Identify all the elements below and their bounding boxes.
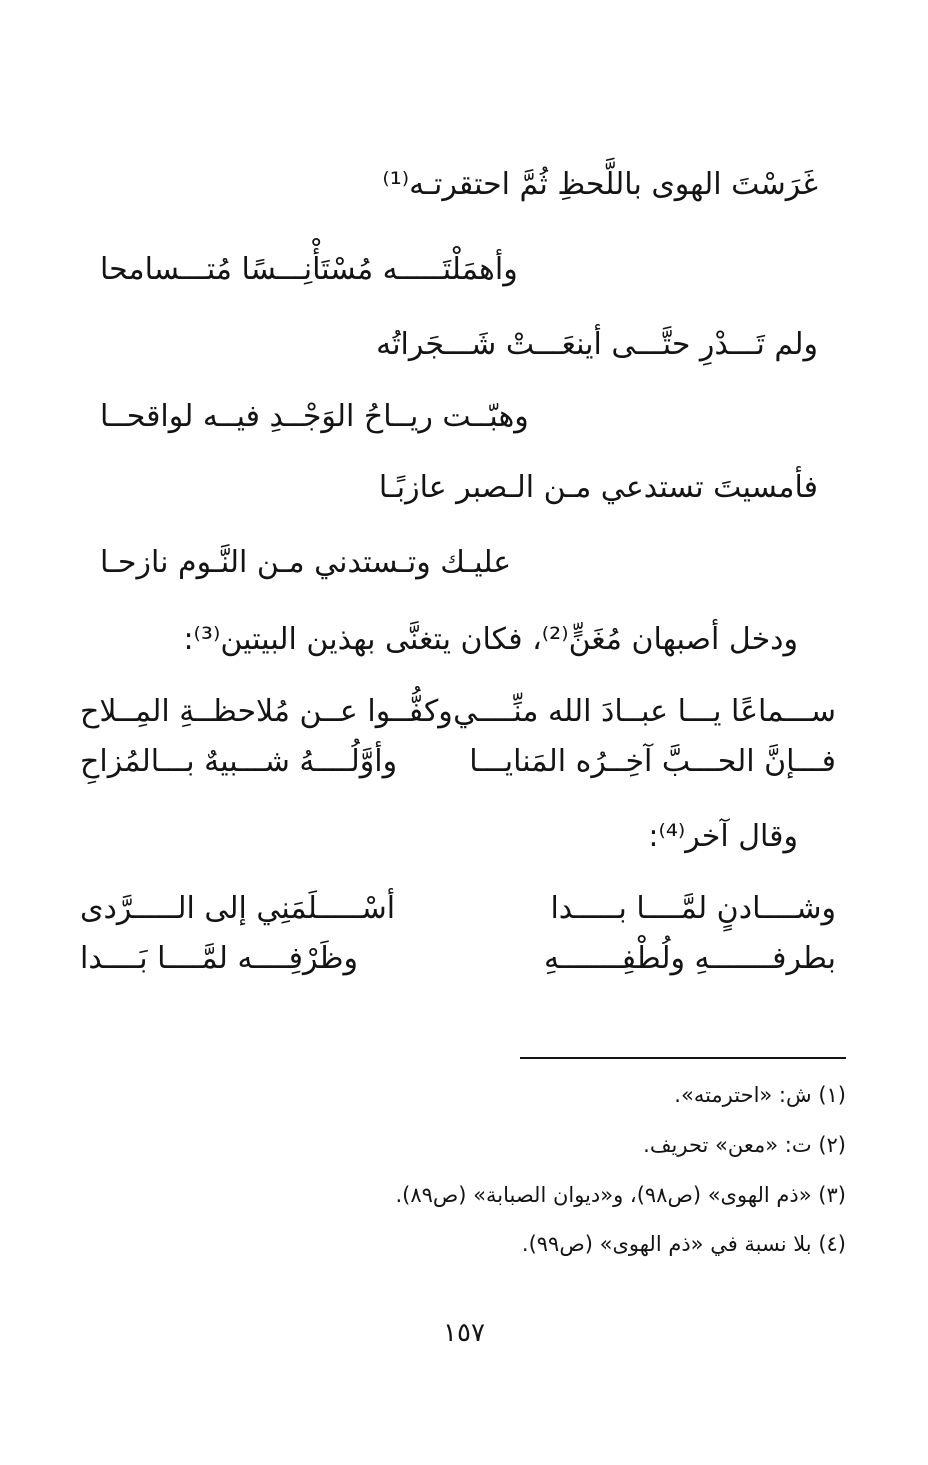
prose-line-2: وقال آخر⁽⁴⁾: <box>648 819 798 854</box>
page-number: ١٥٧ <box>443 1318 485 1348</box>
footnote-2: (٢) ت: «معن» تحريف. <box>643 1133 846 1157</box>
poem3-verse-1-second-hemistich: أسْـــــلَمَنِي إلى الـــــرَّدى <box>80 891 396 926</box>
footnote-3: (٣) «ذم الهوى» (ص٩٨)، و«ديوان الصبابة» (ص٨٩). <box>395 1183 846 1207</box>
poem1-line-5: فأمسيتَ تستدعي مـن الـصبر عازبًـا <box>378 470 818 505</box>
poem3-couplets <box>80 887 836 987</box>
poem2-verse-1-first-hemistich: ســـماعًا يـــا عبــادَ الله منِّــــي <box>453 694 836 729</box>
poem2-verse-1-second-hemistich: وكفُّــوا عــن مُلاحظــةِ المِــلاح <box>80 694 453 729</box>
poem1-line-6: عليـك وتـستدني مـن النَّـوم نازحـا <box>100 545 512 580</box>
poem2-verse-2-first-hemistich: فـــإنَّ الحـــبَّ آخِــرُه المَنايـــا <box>469 744 836 779</box>
poem1-line-2: وأهمَلْتَـــــه مُسْتَأْنِـــسًا مُتـــسامحا <box>100 252 518 287</box>
poem1-line-3: ولم تَـــدْرِ حتَّـــى أينعَـــتْ شَـــجَراتُه <box>376 327 818 362</box>
poem2-verse-2 <box>80 740 836 790</box>
prose-line-1: ودخل أصبهان مُغَنٍّ⁽²⁾، فكان يتغنَّى بهذين البيتين⁽³⁾: <box>183 622 798 657</box>
poem3-verse-2 <box>80 937 836 987</box>
poem3-verse-1-first-hemistich: وشــــادنٍ لمَّــــا بـــــدا <box>550 891 836 926</box>
footnote-separator <box>520 1057 846 1059</box>
footnote-4: (٤) بلا نسبة في «ذم الهوى» (ص٩٩). <box>521 1232 846 1256</box>
poem3-verse-2-second-hemistich: وظَرْفِــــه لمَّــــا بَــــدا <box>80 941 358 976</box>
poem1-line-4: وهبّــت ريــاحُ الوَجْــدِ فيــه لواقحــا <box>100 399 529 434</box>
poem3-verse-2-first-hemistich: بطرفـــــــهِ ولُطْفِـــــــهِ <box>543 941 836 976</box>
poem1-line-1: غَرَسْتَ الهوى باللَّحظِ ثُمَّ احتقرتـه⁽¹⁾ <box>382 167 818 202</box>
poem2-verse-1 <box>80 690 836 740</box>
poem3-verse-1 <box>80 887 836 937</box>
poem2-couplets <box>80 690 836 790</box>
poem2-verse-2-second-hemistich: وأوَّلُــــهُ شـــبيهٌ بـــالمُزاحِ <box>80 744 398 779</box>
footnote-1: (١) ش: «احترمته». <box>674 1083 846 1107</box>
